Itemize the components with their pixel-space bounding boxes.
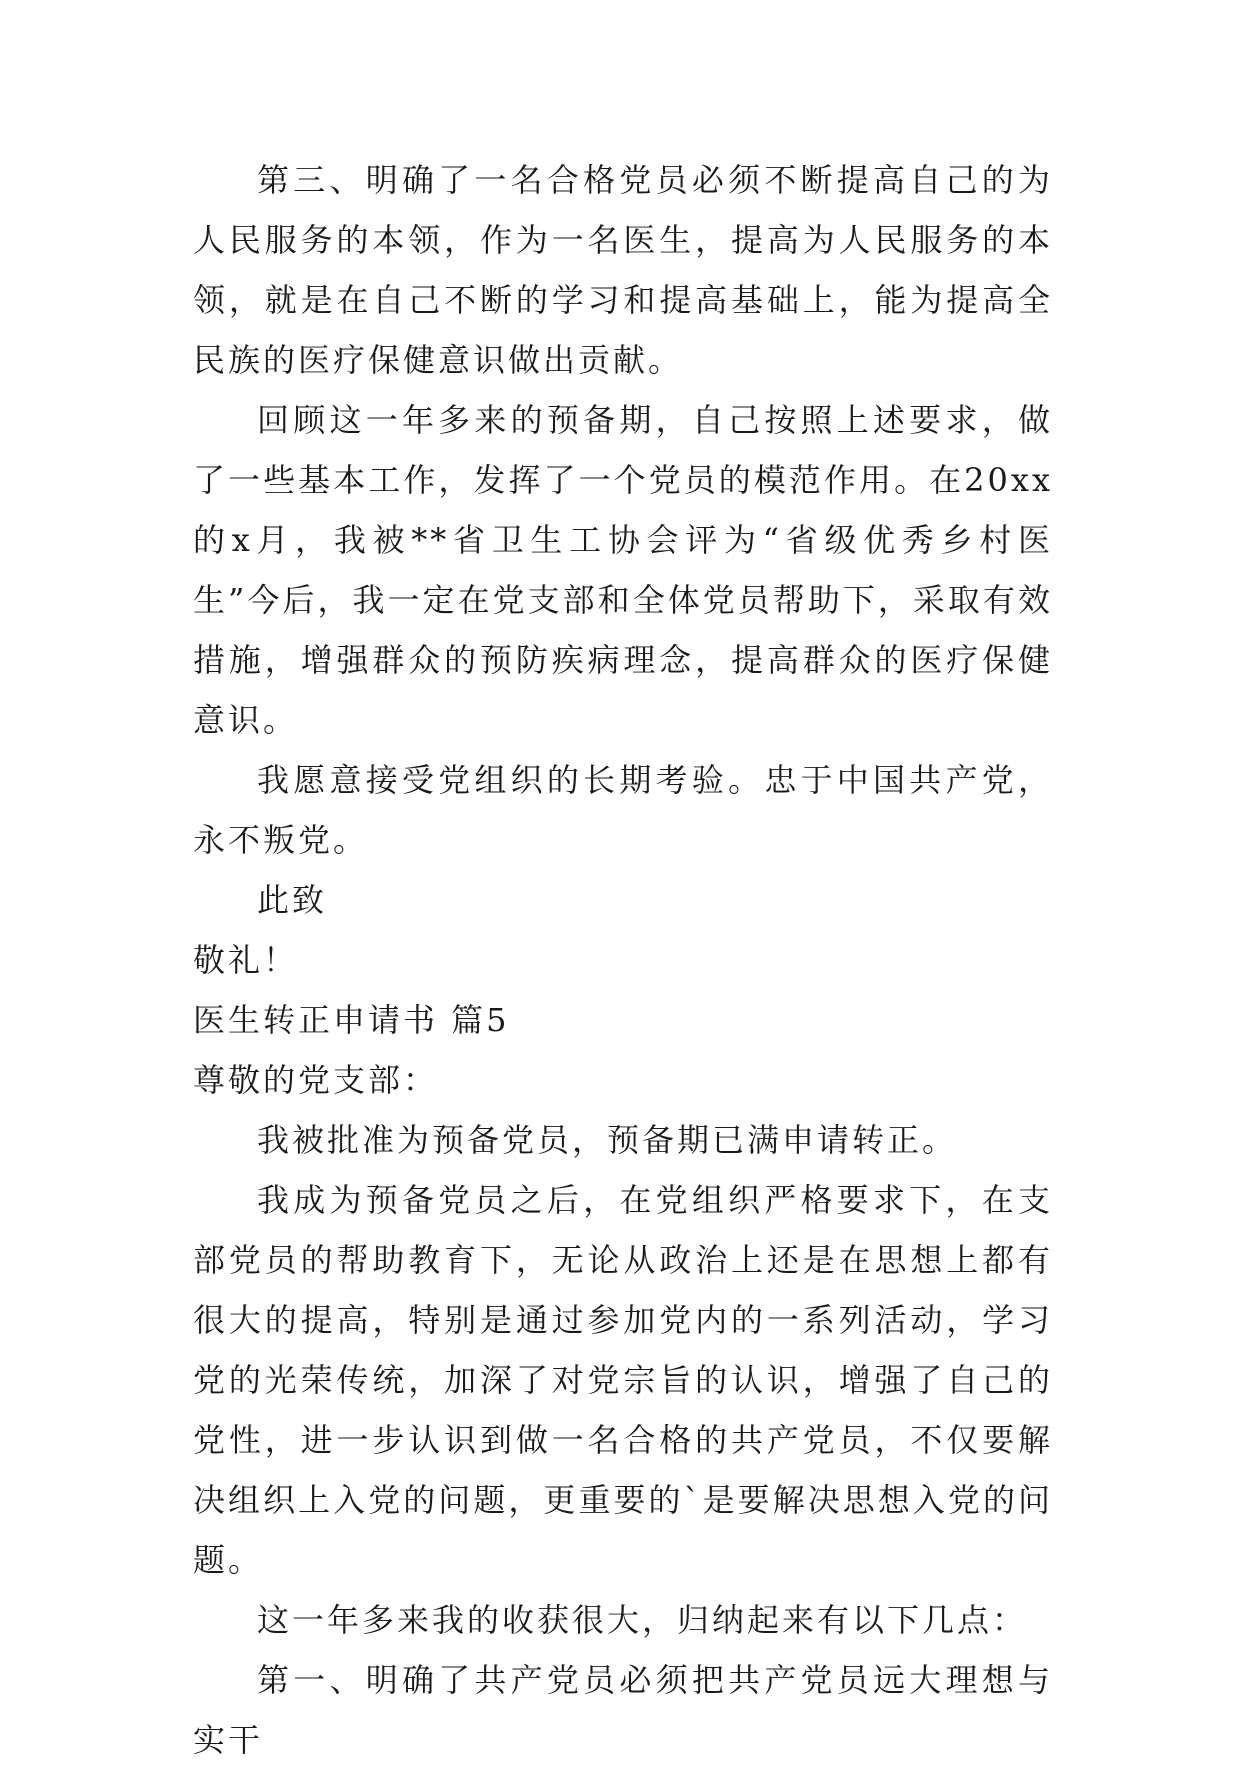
paragraph-pledge: 我愿意接受党组织的长期考验。忠于中国共产党，永不叛党。	[193, 761, 1053, 859]
paragraph-first-point: 第一、明确了共产党员必须把共产党员远大理想与实干	[193, 1661, 1053, 1759]
closing-salutation: 此致	[257, 881, 328, 919]
section-title: 医生转正申请书 篇5	[193, 1001, 510, 1039]
paragraph-summary-intro: 这一年多来我的收获很大，归纳起来有以下几点：	[257, 1601, 1028, 1639]
document-body	[193, 150, 1053, 1770]
letter-greeting: 尊敬的党支部：	[193, 1061, 439, 1099]
paragraph-request: 我被批准为预备党员，预备期已满申请转正。	[257, 1121, 958, 1159]
closing-regards: 敬礼！	[193, 941, 299, 979]
paragraph-growth: 我成为预备党员之后，在党组织严格要求下，在支部党员的帮助教育下，无论从政治上还是在思想上都有很大的提高，特别是通过参加党内的一系列活动，学习党的光荣传统，加深了对党宗旨的认识，增强了自己的党性，进一步认识到做一名合格的共产党员，不仅要解决组织上入党的问题，更重要的`是要解决思想入党的问题。	[193, 1181, 1053, 1579]
paragraph-third-point: 第三、明确了一名合格党员必须不断提高自己的为人民服务的本领，作为一名医生，提高为人民服务的本领，就是在自己不断的学习和提高基础上，能为提高全民族的医疗保健意识做出贡献。	[193, 161, 1053, 379]
paragraph-review: 回顾这一年多来的预备期，自己按照上述要求，做了一些基本工作，发挥了一个党员的模范作用。在20xx的x月，我被**省卫生工协会评为“省级优秀乡村医生”今后，我一定在党支部和全体党员帮助下，采取有效措施，增强群众的预防疾病理念，提高群众的医疗保健意识。	[193, 401, 1053, 739]
